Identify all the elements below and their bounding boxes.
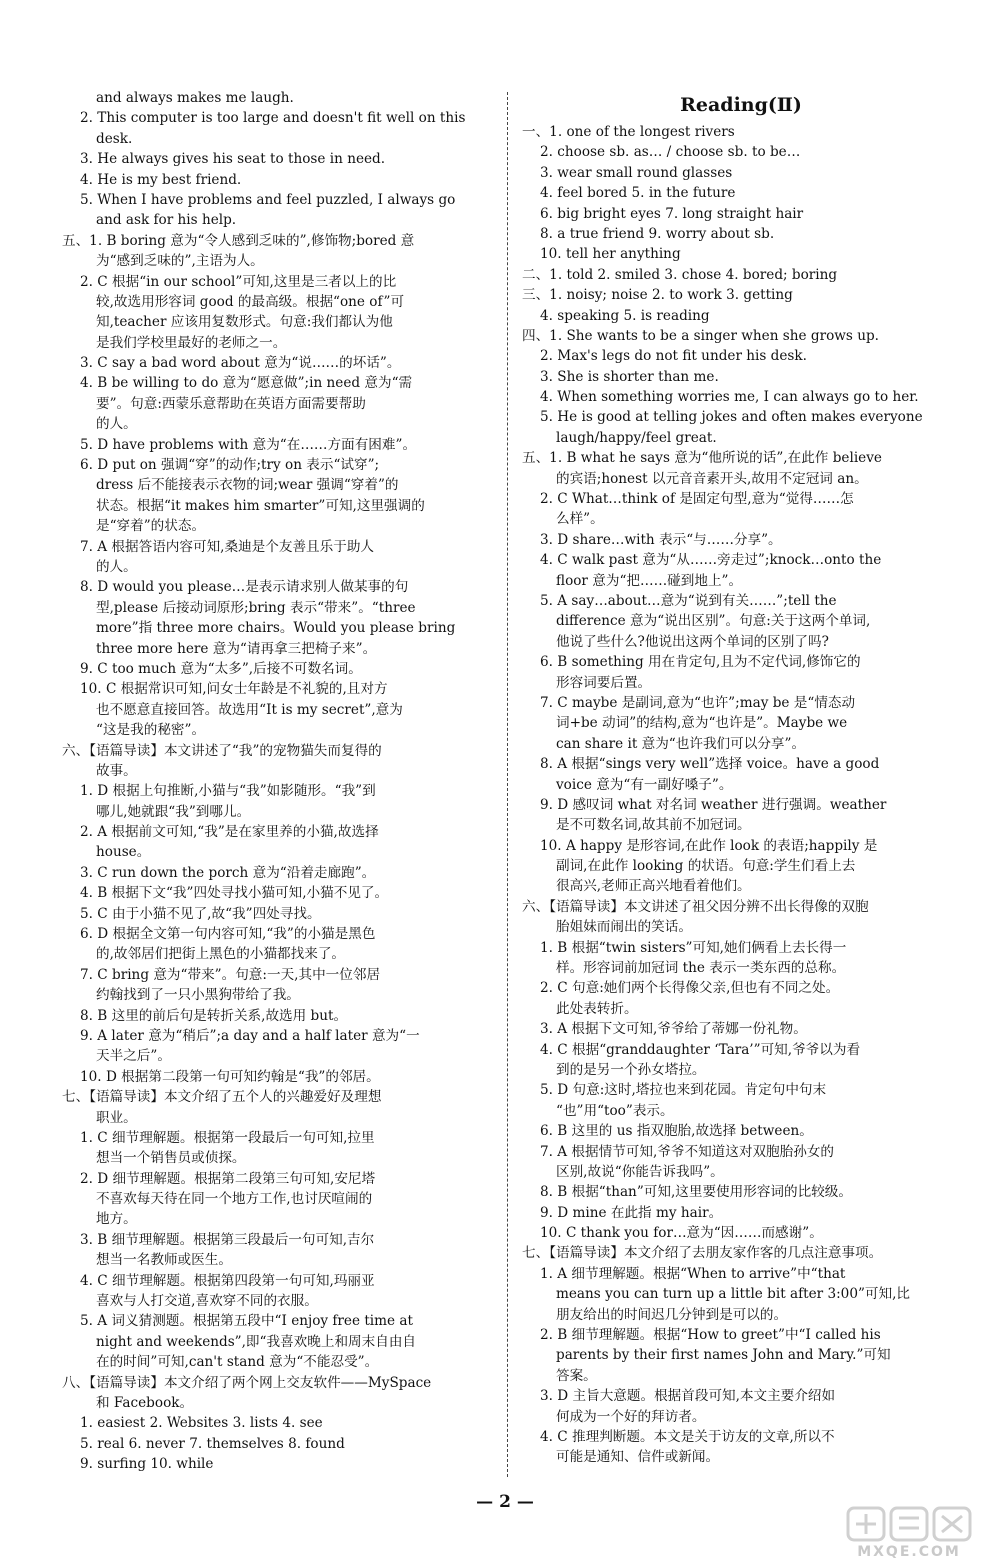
text-line: more”指 three more chairs。Would you please bring (96, 620, 456, 637)
text-line: 想当一个销售员或侦探。 (96, 1150, 246, 1167)
text-line: 6. big bright eyes 7. long straight hair (540, 205, 804, 222)
text-line: 想当一名教师或医生。 (96, 1252, 232, 1269)
text-line: 的人。 (96, 416, 137, 433)
text-line: 是“穿着”的状态。 (96, 518, 206, 535)
text-line: 2. This computer is too large and doesn't fit well on this (80, 110, 466, 127)
text-line: 四、1. She wants to be a singer when she grows up. (522, 327, 879, 344)
text-line: 二、1. told 2. smiled 3. chose 4. bored; boring (522, 266, 838, 283)
text-line: 6. B something 用在肯定句,且为不定代词,修饰它的 (540, 654, 861, 671)
text-line: 是不可数名词,故其前不加冠词。 (556, 817, 751, 834)
right-column (522, 88, 960, 1468)
text-line: difference 意为“说出区别”。句意:关于这两个单词, (556, 613, 871, 630)
text-line: 7. C bring 意为“带来”。句意:一天,其中一位邻居 (80, 966, 381, 983)
text-line: 在的时间”可知,can't stand 意为“不能忍受”。 (96, 1354, 379, 1371)
text-line: 1. A 细节理解题。根据“When to arrive”中“that (540, 1265, 846, 1282)
right-column-lines (522, 122, 960, 1468)
text-line: 3. wear small round glasses (540, 164, 733, 181)
section-title-reading-2: Reading(Ⅱ) (680, 94, 802, 116)
text-line: 和 Facebook。 (96, 1395, 194, 1411)
text-line: 8. B 根据“than”可知,这里要使用形容词的比较级。 (540, 1184, 852, 1201)
text-line: 4. C 推理判断题。本文是关于访友的文章,所以不 (540, 1429, 835, 1445)
text-line: 区别,故说“你能告诉我吗”。 (556, 1163, 724, 1180)
text-line: 2. C 句意:她们两个长得像父亲,但也有不同之处。 (540, 980, 840, 997)
text-line: 到的是另一个孙女塔拉。 (556, 1061, 706, 1078)
text-line: 4. B be willing to do 意为“愿意做”;in need 意为“需 (80, 375, 413, 392)
text-line: 不喜欢每天待在同一个地方工作,也讨厌喧闹的 (96, 1191, 373, 1208)
text-line: 朋友给出的时间迟几分钟到是可以的。 (556, 1306, 788, 1323)
text-line: 5. A 词义猜测题。根据第五段中“I enjoy free time at (80, 1313, 413, 1330)
text-line: 5. C 由于小猫不见了,故“我”四处寻找。 (80, 905, 321, 922)
text-line: 9. D mine 在此指 my hair。 (540, 1204, 723, 1221)
page-number: — 2 — (476, 1492, 534, 1512)
text-line: 9. C too much 意为“太多”,后接不可数名词。 (80, 660, 362, 677)
text-line: dress 后不能接表示衣物的词;wear 强调“穿着”的 (96, 477, 399, 494)
text-line: 地方。 (96, 1211, 137, 1228)
text-line: 较,故选用形容词 good 的最高级。根据“one of”可 (96, 293, 405, 310)
text-line: 词+be 动词”的结构,意为“也许是”。Maybe we (556, 715, 848, 732)
text-line: 知,teacher 应该用复数形式。句意:我们都认为他 (96, 314, 393, 331)
text-line: 6. D put on 强调“穿”的动作;try on 表示“试穿”; (80, 457, 380, 474)
text-line: floor 意为“把……碰到地上”。 (556, 572, 743, 589)
text-line: and ask for his help. (96, 212, 237, 229)
text-line: 6. B 这里的 us 指双胞胎,故选择 between。 (540, 1123, 813, 1140)
text-line: voice 意为“有一副好嗓子”。 (556, 776, 733, 793)
text-line: desk. (96, 130, 133, 147)
text-line: 是我们学校里最好的老师之一。 (96, 334, 287, 351)
text-line: 六、【语篇导读】本文讲述了祖父因分辨不出长得像的双胞 (522, 898, 869, 915)
text-line: three more here 意为“请再拿三把椅子来”。 (96, 640, 377, 657)
text-line: 5. A say…about…意为“说到有关……”;tell the (540, 592, 837, 609)
text-line: “也”用“too”表示。 (556, 1102, 674, 1119)
text-line: 1. C 细节理解题。根据第一段最后一句可知,拉里 (80, 1129, 375, 1146)
text-line: 副词,在此作 looking 的状语。句意:学生们看上去 (556, 858, 856, 875)
text-line: 2. D 细节理解题。根据第二段第三句可知,安尼塔 (80, 1170, 376, 1187)
text-line: 8. D would you please…是表示请求别人做某事的句 (80, 579, 409, 596)
text-line: 2. C 根据“in our school”可知,这里是三者以上的比 (80, 273, 397, 290)
text-line: 五、1. B what he says 意为“他所说的话”,在此作 believe (522, 450, 882, 467)
text-line: 3. C run down the porch 意为“沿着走廊跑”。 (80, 864, 376, 881)
text-line: 七、【语篇导读】本文介绍了去朋友家作客的几点注意事项。 (522, 1245, 883, 1262)
text-line: 7. A 根据情节可知,爷爷不知道这对双胞胎孙女的 (540, 1143, 835, 1160)
text-line: 7. A 根据答语内容可知,桑迪是个友善且乐于助人 (80, 538, 375, 555)
text-line: 3. A 根据下文可知,爷爷给了蒂娜一份礼物。 (540, 1021, 807, 1038)
text-line: 七、【语篇导读】本文介绍了五个人的兴趣爱好及理想 (62, 1089, 382, 1106)
text-line: 10. D 根据第二段第一句可知约翰是“我”的邻居。 (80, 1068, 380, 1085)
text-line: 4. C walk past 意为“从……旁走过”;knock…onto the (540, 552, 882, 569)
text-line: 样。形容词前加冠词 the 表示一类东西的总称。 (556, 960, 846, 977)
text-line: 5. D 句意:这时,塔拉也来到花园。肯定句中句末 (540, 1082, 827, 1099)
text-line: 答案。 (556, 1367, 597, 1384)
text-line: 很高兴,老师正高兴地看着他们。 (556, 878, 751, 895)
text-line: 3. C say a bad word about 意为“说……的坏话”。 (80, 355, 401, 372)
text-line: 2. B 细节理解题。根据“How to greet”中“I called his (540, 1327, 881, 1344)
text-line: 何成为一个好的拜访者。 (556, 1408, 706, 1425)
text-line: 喜欢与人打交道,喜欢穿不同的衣服。 (96, 1293, 318, 1310)
text-line: 型,please 后接动词原形;bring 表示“带来”。“three (96, 599, 416, 616)
text-line: 9. D 感叹词 what 对名词 weather 进行强调。weather (540, 796, 887, 813)
text-line: can share it 意为“也许我们可以分享”。 (556, 735, 806, 752)
text-line: 10. C thank you for…意为“因……而感谢”。 (540, 1225, 823, 1242)
text-line: 三、1. noisy; noise 2. to work 3. getting (522, 287, 793, 304)
text-line: 4. speaking 5. is reading (540, 307, 710, 324)
watermark-logo (826, 1504, 992, 1564)
text-line: 4. When something worries me, I can always go to her. (540, 389, 919, 406)
text-line: 也不愿意直接回答。故选用“It is my secret”,意为 (96, 701, 403, 718)
text-line: 2. choose sb. as… / choose sb. to be… (540, 144, 801, 161)
text-line: 5. D have problems with 意为“在……方面有困难”。 (80, 436, 417, 453)
text-line: 2. C What…think of 是固定句型,意为“觉得……怎 (540, 491, 854, 508)
text-line: 他说了些什么?他说出这两个单词的区别了吗? (556, 633, 829, 650)
text-line: 六、【语篇导读】本文讲述了“我”的宠物猫失而复得的 (62, 742, 382, 759)
left-column (62, 88, 492, 1475)
text-line: “这是我的秘密”。 (96, 722, 206, 739)
column-divider (507, 92, 508, 1477)
text-line: 为“感到乏味的”,主语为人。 (96, 253, 264, 270)
text-line: night and weekends”,即“我喜欢晚上和周末自由自 (96, 1333, 417, 1350)
text-line: 3. D 主旨大意题。根据首段可知,本文主要介绍如 (540, 1388, 836, 1405)
text-line: 职业。 (96, 1109, 137, 1126)
text-line: 此处表转折。 (556, 1000, 638, 1017)
text-line: parents by their first names John and Mary.”可知 (556, 1347, 891, 1364)
text-line: 3. She is shorter than me. (540, 368, 719, 385)
text-line: 4. He is my best friend. (80, 171, 242, 188)
watermark-text: MXQE.COM (857, 1544, 961, 1560)
text-line: 的人。 (96, 558, 137, 575)
text-line: 8. B 这里的前后句是转折关系,故选用 but。 (80, 1007, 348, 1024)
text-line: 4. C 细节理解题。根据第四段第一句可知,玛丽亚 (80, 1272, 375, 1289)
text-line: 要”。句意:西蒙乐意帮助在英语方面需要帮助 (96, 395, 366, 412)
text-line: 7. C maybe 是副词,意为“也许”;may be 是“情态动 (540, 694, 856, 711)
text-line: 1. D 根据上句推断,小猫与“我”如影随形。“我”到 (80, 783, 376, 800)
text-line: 3. He always gives his seat to those in need. (80, 151, 386, 168)
text-line: 1. B 根据“twin sisters”可知,她们俩看上去长得一 (540, 939, 847, 956)
text-line: 1. easiest 2. Websites 3. lists 4. see (80, 1415, 323, 1432)
text-line: 5. real 6. never 7. themselves 8. found (80, 1435, 345, 1452)
text-line: 八、【语篇导读】本文介绍了两个网上交友软件——MySpace (62, 1374, 432, 1391)
text-line: 可能是通知、信件或新闻。 (556, 1449, 720, 1466)
text-line: house。 (96, 844, 151, 861)
text-line: laugh/happy/feel great. (556, 429, 717, 446)
text-line: 4. B 根据下文“我”四处寻找小猫可知,小猫不见了。 (80, 885, 389, 902)
text-line: 9. surfing 10. while (80, 1456, 214, 1473)
text-line: means you can turn up a little bit after 3:00”可知,比 (556, 1286, 911, 1303)
text-line: 10. tell her anything (540, 246, 681, 263)
text-line: 4. C 根据“granddaughter ‘Tara’”可知,爷爷以为看 (540, 1041, 861, 1058)
text-line: 8. a true friend 9. worry about sb. (540, 225, 775, 242)
text-line: 故事。 (96, 762, 137, 779)
text-line: 5. When I have problems and feel puzzled, I always go (80, 191, 456, 208)
text-line: 天半之后”。 (96, 1048, 171, 1065)
text-line: 形容词要后置。 (556, 674, 652, 691)
text-line: 5. He is good at telling jokes and often makes everyone (540, 409, 923, 426)
text-line: 4. feel bored 5. in the future (540, 185, 736, 202)
text-line: 10. C 根据常识可知,问女士年龄是不礼貌的,且对方 (80, 681, 388, 698)
text-line: 哪儿,她就跟“我”到哪儿。 (96, 803, 251, 820)
text-line: 的,故邻居们把街上黑色的小猫都找来了。 (96, 946, 346, 963)
text-line: 3. D share…with 表示“与……分享”。 (540, 531, 782, 548)
text-line: 8. A 根据“sings very well”选择 voice。have a good (540, 756, 880, 773)
text-line: 约翰找到了一只小黑狗带给了我。 (96, 987, 300, 1004)
text-line: 的宾语;honest 以元音音素开头,故用不定冠词 an。 (556, 470, 868, 487)
text-line: and always makes me laugh. (96, 90, 294, 106)
text-line: 9. A later 意为“稍后”;a day and a half later 意为“一 (80, 1027, 420, 1044)
text-line: 五、1. B boring 意为“令人感到乏味的”,修饰物;bored 意 (62, 232, 415, 249)
text-line: 2. A 根据前文可知,“我”是在家里养的小猫,故选择 (80, 824, 379, 841)
text-line: 2. Max's legs do not fit under his desk. (540, 348, 807, 365)
text-line: 么样”。 (556, 511, 604, 528)
text-line: 3. B 细节理解题。根据第三段最后一句可知,吉尔 (80, 1231, 375, 1248)
text-line: 一、1. one of the longest rivers (522, 124, 735, 140)
text-line: 状态。根据“it makes him smarter”可知,这里强调的 (96, 497, 425, 514)
watermark-icon (846, 1504, 972, 1544)
text-line: 6. D 根据全文第一句内容可知,“我”的小猫是黑色 (80, 926, 376, 943)
text-line: 10. A happy 是形容词,在此作 look 的表语;happily 是 (540, 837, 878, 854)
text-line: 胎姐妹而闹出的笑话。 (556, 919, 692, 936)
